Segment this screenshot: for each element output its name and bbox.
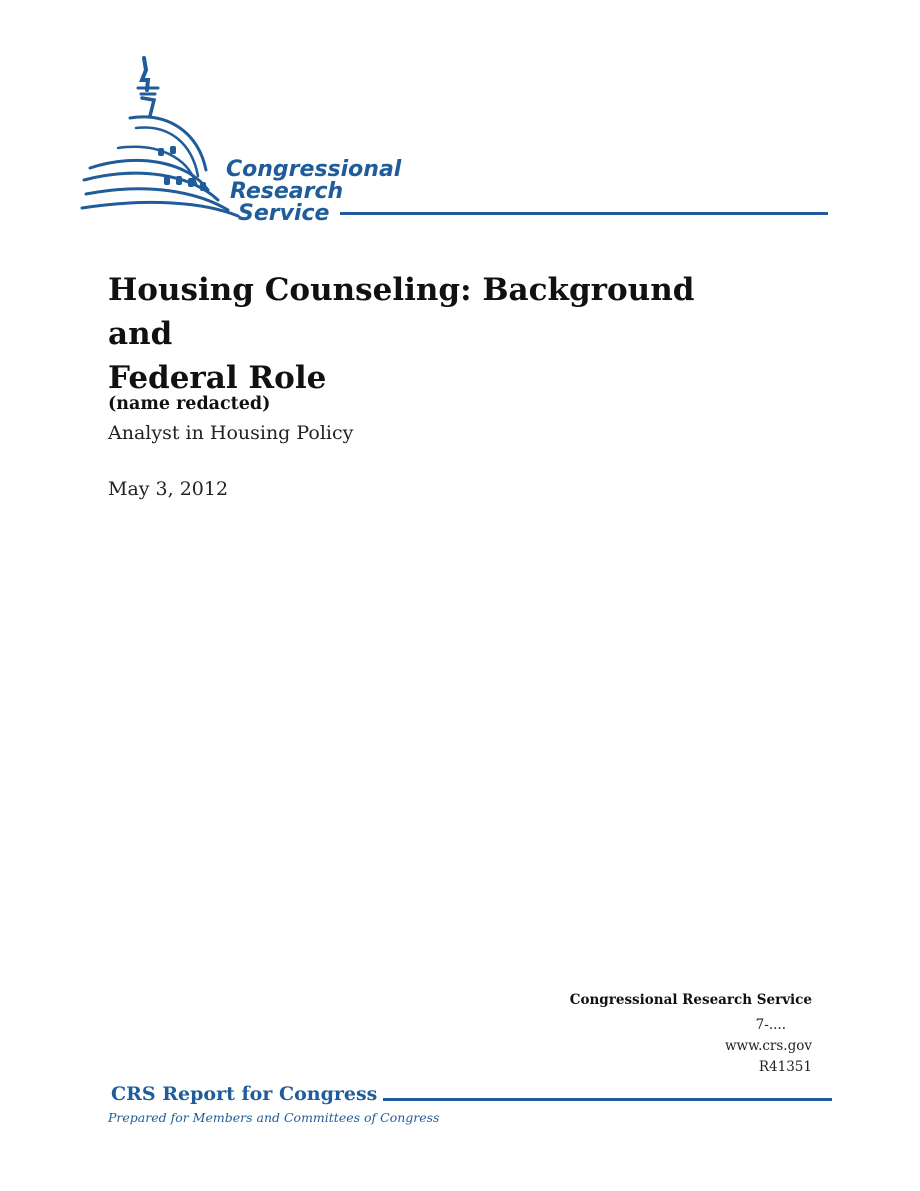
author-name: (name redacted) [108, 394, 271, 414]
publisher-info [570, 990, 812, 1078]
report-title [108, 268, 748, 400]
report-number: R41351 [758, 1059, 812, 1075]
capitol-dome-icon [82, 58, 238, 216]
logo-line-congressional: Congressional [226, 157, 402, 182]
footer-rule [340, 1098, 832, 1101]
report-title-line-2: Federal Role [108, 360, 327, 396]
report-date: May 3, 2012 [108, 478, 229, 500]
author-role: Analyst in Housing Policy [108, 422, 354, 444]
logo-rule [340, 212, 828, 215]
footer-title: CRS Report for Congress [111, 1083, 383, 1105]
logo-line-service: Service [238, 201, 330, 226]
publisher-name: Congressional Research Service [569, 992, 812, 1008]
report-title-line-1: Housing Counseling: Background and [108, 272, 695, 352]
website-link[interactable]: www.crs.gov [725, 1038, 812, 1054]
logo-line-research: Research [230, 179, 344, 204]
order-code: 7-.... [755, 1017, 786, 1033]
crs-logo [78, 50, 838, 230]
footer-subtitle: Prepared for Members and Committees of Congress [108, 1110, 440, 1125]
